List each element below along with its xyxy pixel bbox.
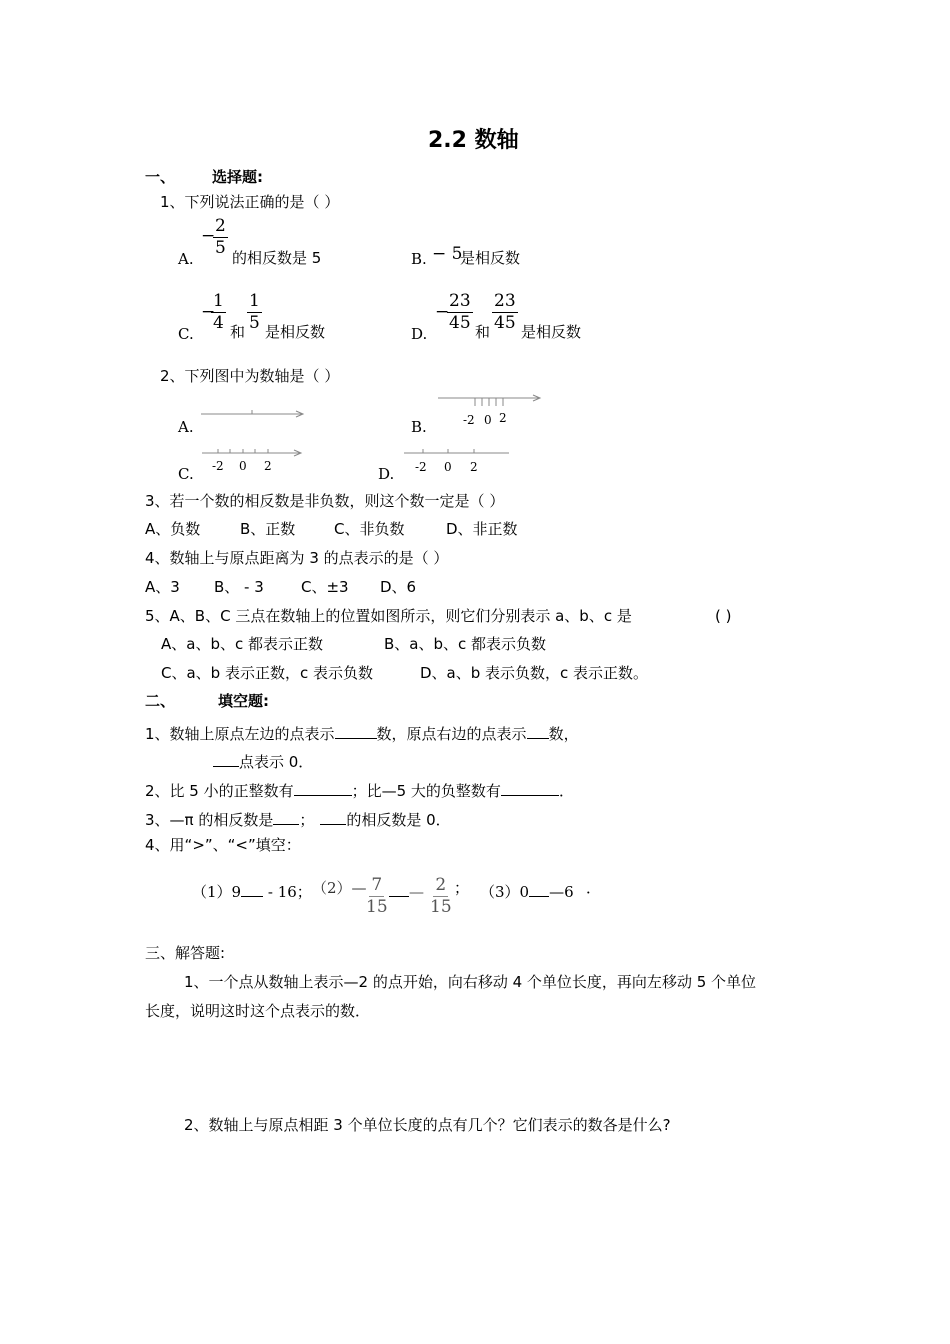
fill-q4-p2-fraction-2 xyxy=(430,877,452,916)
q1-c-numerator-1: 1 xyxy=(213,291,224,311)
fill-q4-p2-mid-dash: — xyxy=(409,883,424,901)
q2-a-axis-figure xyxy=(198,405,310,421)
fill-q4-p2-numerator-2: 2 xyxy=(435,875,447,895)
fill-q1-blank-1[interactable] xyxy=(335,723,377,739)
q5-option-a: A、a、b、c 都表示正数 xyxy=(161,635,323,653)
q2-option-d-letter: D. xyxy=(378,465,395,483)
q1-c-denominator-1: 4 xyxy=(213,313,224,333)
section-1-number: 一、 xyxy=(145,168,176,186)
fill-q1-text-b: 数，原点右边的点表示 xyxy=(376,725,527,743)
q1-c-minus: − xyxy=(201,302,216,322)
fill-q4-p3-text: （3）0 xyxy=(480,883,530,901)
fill-q1-text-d: 点表示 0． xyxy=(239,753,314,771)
q3-option-d: D、非正数 xyxy=(446,520,518,538)
fill-q4-p2-prefix: （2）— xyxy=(312,879,367,897)
q2-b-tick-label: 2 xyxy=(499,411,507,425)
fill-q4-p2-denominator-2: 15 xyxy=(430,897,452,917)
q1-a-fraction xyxy=(213,218,228,257)
q2-stem: 2、下列图中为数轴是（ ） xyxy=(160,367,340,385)
fill-q2-text-c: ． xyxy=(558,782,574,800)
section-1-label: 选择题: xyxy=(212,168,263,186)
fill-q4-p2-middle xyxy=(389,881,424,900)
q1-b-text: 是相反数 xyxy=(460,249,521,267)
fill-q3-text-a: 3、—π 的相反数是 xyxy=(145,811,274,829)
fill-q4-p2-fraction-1 xyxy=(366,877,388,916)
fill-q4-part-1 xyxy=(192,881,312,900)
fill-q4-stem: 4、用“>”、“<”填空： xyxy=(145,836,301,854)
fill-q2-blank-2[interactable] xyxy=(501,780,559,796)
q3-option-b: B、正数 xyxy=(240,520,296,538)
fill-q1-text-c: 数， xyxy=(548,725,579,743)
section-2-number: 二、 xyxy=(145,692,176,710)
q1-d-minus: − xyxy=(435,302,450,322)
q2-option-c-letter: C. xyxy=(178,465,194,483)
q1-d-numerator-1: 23 xyxy=(449,291,471,311)
page-title: 2.2 数轴 xyxy=(428,128,519,153)
fill-q1-line1 xyxy=(145,723,579,742)
q2-c-tick-label: 0 xyxy=(239,459,247,473)
q1-c-and: 和 xyxy=(230,323,246,341)
q1-option-c-letter: C. xyxy=(178,325,194,343)
fill-q2-blank-1[interactable] xyxy=(294,780,352,796)
fill-q1-line2 xyxy=(213,751,313,770)
fill-q3-text-c: 的相反数是 0． xyxy=(346,811,451,829)
q2-b-axis-figure xyxy=(436,392,544,428)
q1-option-b-letter: B. xyxy=(411,250,427,268)
fill-q4-part-3 xyxy=(480,881,574,900)
q5-answer-paren: ( ) xyxy=(715,607,732,625)
solve-q1-line1: 1、一个点从数轴上表示—2 的点开始，向右移动 4 个单位长度，再向左移动 5 个单位 xyxy=(184,973,757,991)
fill-q3-blank-1[interactable] xyxy=(273,809,299,825)
q2-d-tick-label: -2 xyxy=(415,460,427,474)
q3-stem: 3、若一个数的相反数是非负数，则这个数一定是（ ） xyxy=(145,492,505,510)
fill-q4-p2-end: ； xyxy=(454,879,470,897)
q1-stem: 1、下列说法正确的是（ ） xyxy=(160,193,340,211)
fill-q3 xyxy=(145,809,451,828)
q2-d-tick-label: 0 xyxy=(444,460,452,474)
fill-q2-text-a: 2、比 5 小的正整数有 xyxy=(145,782,294,800)
q5-option-c: C、a、b 表示正数，c 表示负数 xyxy=(161,664,373,682)
q2-d-tick-label: 2 xyxy=(470,460,478,474)
fill-q1-blank-3[interactable] xyxy=(213,751,239,767)
q2-c-tick-label: -2 xyxy=(212,459,224,473)
q4-option-d: D、6 xyxy=(380,578,417,596)
fill-q4-p1-rest: - 16； xyxy=(263,883,312,901)
fill-q2 xyxy=(145,780,574,799)
q5-option-d: D、a、b 表示负数，c 表示正数。 xyxy=(420,664,649,682)
q3-option-c: C、非负数 xyxy=(334,520,405,538)
section-3-label: 三、解答题: xyxy=(145,944,226,962)
fill-q4-p2-blank[interactable] xyxy=(389,881,409,897)
fill-q1-text-a: 1、数轴上原点左边的点表示 xyxy=(145,725,335,743)
q1-d-fraction-2 xyxy=(492,293,518,332)
q1-c-fraction-2 xyxy=(247,293,262,332)
q1-b-value: − 5 xyxy=(432,244,463,264)
fill-q4-p2-denominator-1: 15 xyxy=(366,897,388,917)
fill-q4-p2-numerator-1: 7 xyxy=(371,875,383,895)
fill-q4-p3-end: ． xyxy=(586,879,602,897)
fill-q3-text-b: ； xyxy=(299,811,315,829)
q1-d-denominator-1: 45 xyxy=(449,313,471,333)
q1-d-denominator-2: 45 xyxy=(494,313,516,333)
q1-option-d-letter: D. xyxy=(411,325,428,343)
fill-q4-p1-blank[interactable] xyxy=(241,881,263,897)
q1-a-text: 的相反数是 5 xyxy=(232,249,322,267)
q2-option-b-letter: B. xyxy=(411,418,427,436)
q2-c-tick-label: 2 xyxy=(264,459,272,473)
q1-c-fraction-1 xyxy=(211,293,226,332)
q2-option-a-letter: A. xyxy=(178,418,194,436)
solve-q1-line2: 长度，说明这时这个点表示的数． xyxy=(145,1002,371,1020)
q2-b-tick-label: 0 xyxy=(484,413,492,427)
fill-q4-p3-rest: —6 xyxy=(549,883,574,901)
section-2-label: 填空题: xyxy=(218,692,269,710)
q4-stem: 4、数轴上与原点距离为 3 的点表示的是（ ） xyxy=(145,549,449,567)
q4-option-c: C、±3 xyxy=(301,578,349,596)
q5-stem: 5、A、B、C 三点在数轴上的位置如图所示，则它们分别表示 a、b、c 是 xyxy=(145,607,632,625)
q1-a-denominator: 5 xyxy=(215,238,226,258)
q4-option-a: A、3 xyxy=(145,578,180,596)
q2-c-axis-figure xyxy=(200,446,308,476)
q1-d-fraction-1 xyxy=(447,293,473,332)
q1-d-numerator-2: 23 xyxy=(494,291,516,311)
q1-d-and: 和 xyxy=(475,323,491,341)
q1-c-text: 是相反数 xyxy=(265,323,326,341)
fill-q4-p1-text: （1）9 xyxy=(192,883,242,901)
solve-q2: 2、数轴上与原点相距 3 个单位长度的点有几个？它们表示的数各是什么? xyxy=(184,1116,671,1134)
q1-a-numerator: 2 xyxy=(215,216,226,236)
fill-q4-p3-blank[interactable] xyxy=(529,881,549,897)
q2-b-tick-label: -2 xyxy=(463,413,475,427)
fill-q3-blank-2[interactable] xyxy=(320,809,346,825)
fill-q2-text-b: ；比—5 大的负整数有 xyxy=(351,782,501,800)
q5-option-b: B、a、b、c 都表示负数 xyxy=(384,635,547,653)
q1-a-minus: − xyxy=(201,226,216,246)
q1-d-text: 是相反数 xyxy=(521,323,582,341)
q1-c-numerator-2: 1 xyxy=(249,291,260,311)
q1-c-denominator-2: 5 xyxy=(249,313,260,333)
q2-d-axis-figure xyxy=(402,446,514,476)
q4-option-b: B、 - 3 xyxy=(214,578,264,596)
q3-option-a: A、负数 xyxy=(145,520,201,538)
q1-option-a-letter: A. xyxy=(178,250,194,268)
fill-q1-blank-2[interactable] xyxy=(527,723,549,739)
